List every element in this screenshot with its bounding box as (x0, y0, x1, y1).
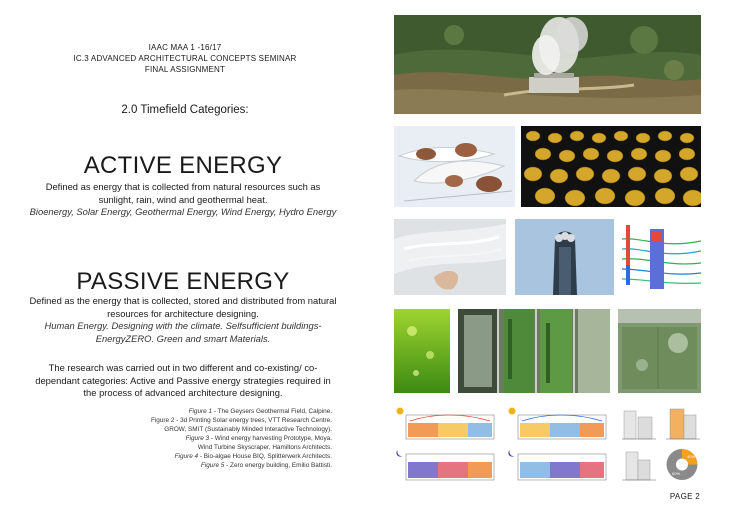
energy-donut-diagram (662, 446, 702, 483)
figure-ref: Figure 2 - 3d Printing Solar energy trees, VTT Research Centre. (150, 417, 332, 424)
figure-ref: Figure 4 - Bio-algae House BIQ, Splitterwerk Architects. (174, 453, 332, 460)
bio-algae-panel-photo (394, 309, 450, 393)
wind-simulation-image (622, 219, 701, 295)
active-energy-title: ACTIVE ENERGY (83, 152, 283, 179)
header-line-2: IC.3 ADVANCED ARCHITECTURAL CONCEPTS SEMINAR (73, 54, 297, 63)
passive-energy-description (28, 295, 338, 345)
geothermal-field-photo (394, 15, 701, 114)
figure-ref: GROW, SMIT (Sustainably Minded Interactive Technology). (164, 426, 332, 433)
moya-prototype-photo (394, 219, 506, 295)
building-elevation-drawing (618, 405, 658, 442)
figure-ref: Figure 3 - Wind energy harvesting Prototype, Moya. (185, 435, 332, 442)
building-elevation-drawing (662, 405, 702, 442)
figure-references (52, 407, 332, 470)
zero-energy-section-diagram (394, 405, 498, 442)
donut-label-bottom: 60% (672, 471, 681, 476)
grow-smit-photo (521, 126, 701, 207)
research-note: The research was carried out in two different and co-existing/ co-dependant categories: Active and Passive energy strategies required in the process of advanced architecture designing. (35, 362, 331, 398)
passive-energy-definition: Defined as the energy that is collected, stored and distributed from natural resources for architecture designing. (29, 295, 337, 319)
solar-trees-photo (394, 126, 515, 207)
section-title: 2.0 Timefield Categories: (121, 104, 249, 116)
zero-energy-section-diagram (506, 405, 610, 442)
page-number: PAGE 2 (669, 492, 700, 501)
figure-ref: Figure 5 - Zero energy building, Emilio Battisti. (200, 462, 332, 469)
header-line-1: IAAC MAA 1 -16/17 (148, 43, 222, 52)
biq-house-facade-photo (458, 309, 610, 393)
active-energy-examples: Bioenergy, Solar Energy, Geothermal Energy, Wind Energy, Hydro Energy (29, 206, 337, 217)
figure-ref: Figure 1 - The Geysers Geothermal Field, Calpine. (188, 408, 332, 415)
building-elevation-drawing (618, 446, 658, 483)
figure-ref: Wind Turbine Skyscraper, Hamiltons Architects. (197, 444, 332, 451)
zero-energy-section-diagram (394, 446, 498, 483)
passive-energy-title: PASSIVE ENERGY (76, 268, 290, 295)
wind-turbine-skyscraper-photo (515, 219, 614, 295)
active-energy-definition: Defined as energy that is collected from natural resources such as sunlight, rain, wind and geothermal heat. (45, 181, 321, 205)
passive-energy-examples: Human Energy. Designing with the climate. Selfsufficient buildings- EnergyZERO. Green and smart Materials. (44, 320, 322, 344)
algae-panel-closeup-photo (618, 309, 701, 393)
header-line-3: FINAL ASSIGNMENT (144, 65, 226, 74)
donut-label-top: 40% (687, 454, 696, 459)
document-header (60, 42, 310, 75)
active-energy-description (28, 181, 338, 219)
zero-energy-section-diagram (506, 446, 610, 483)
